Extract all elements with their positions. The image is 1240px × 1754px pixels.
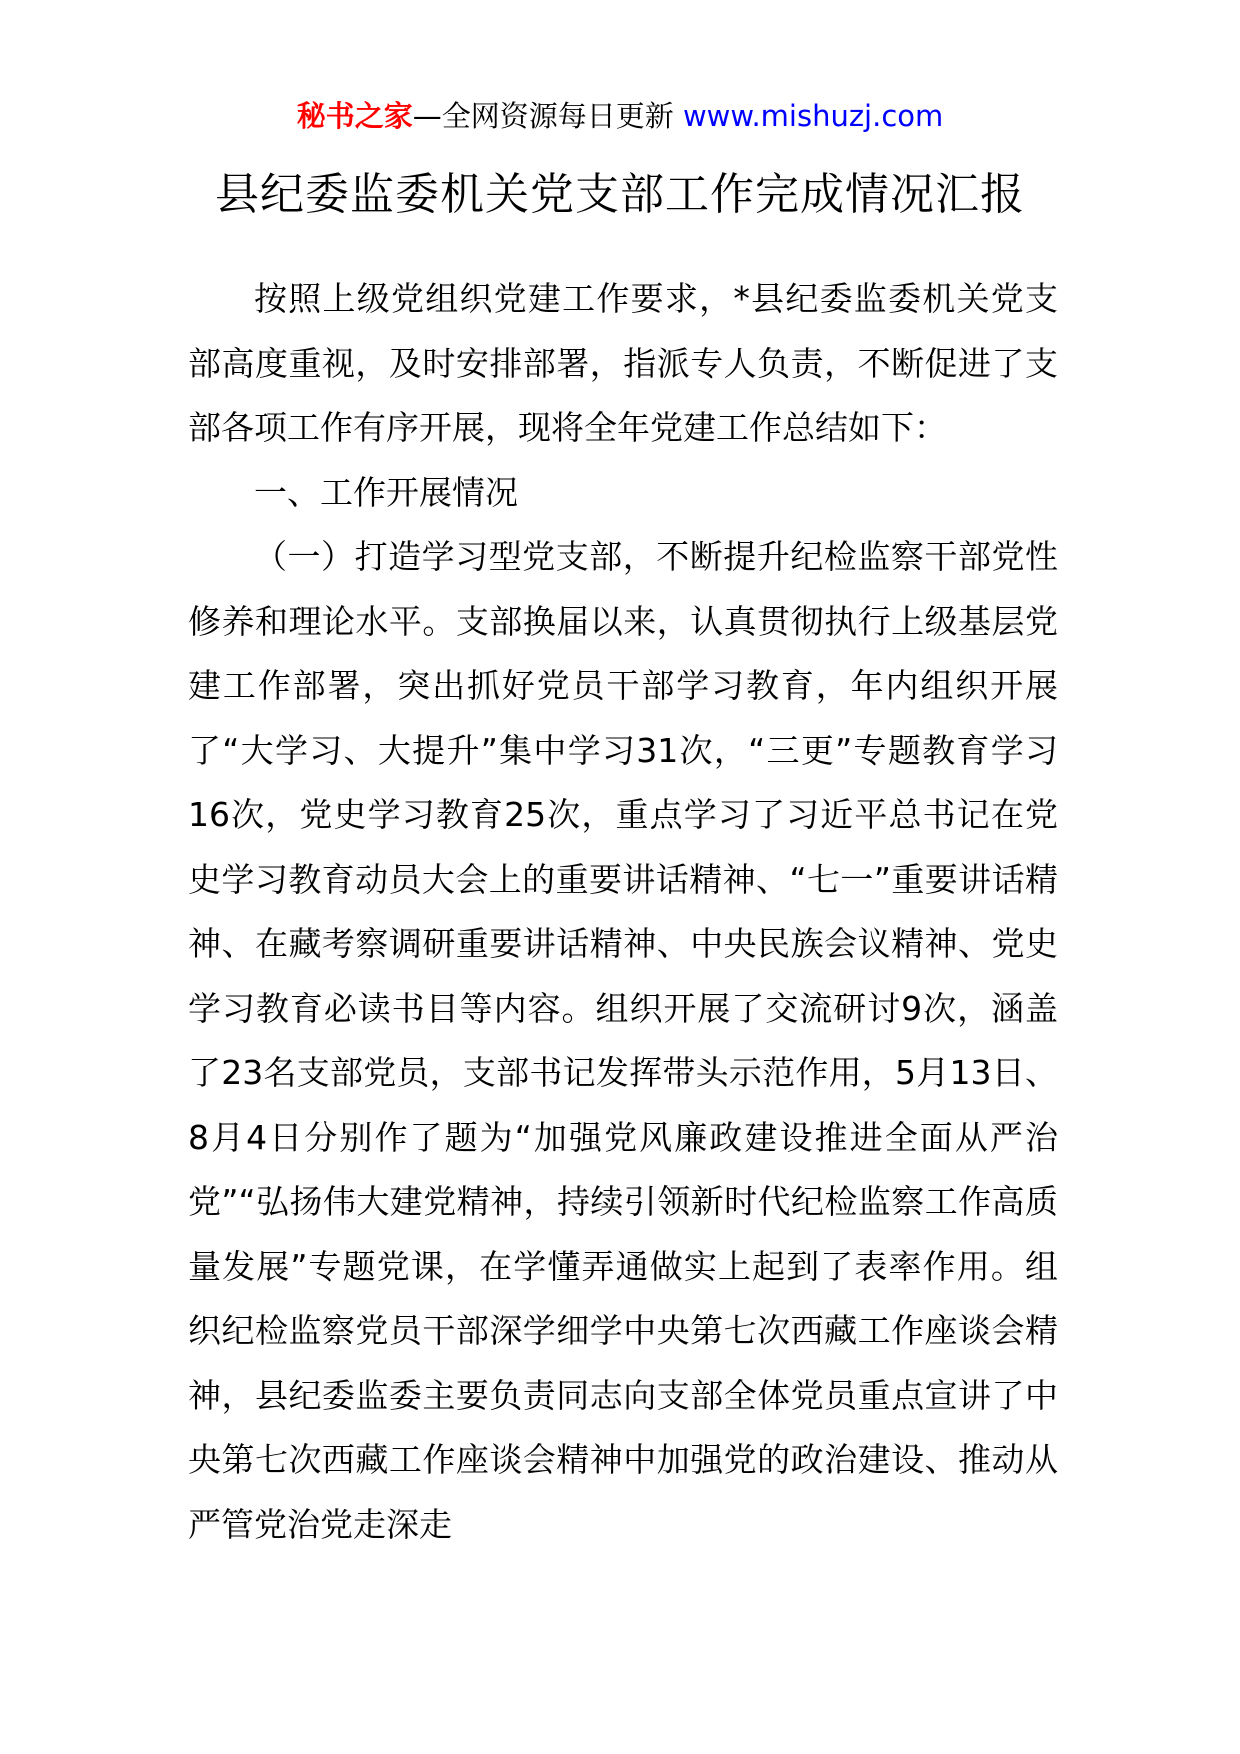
site-brand: 秘书之家	[296, 99, 413, 133]
document-body	[188, 267, 1058, 1557]
intro-paragraph: 按照上级党组织党建工作要求，*县纪委监委机关党支部高度重视，及时安排部署，指派专人负责，不断促进了支部各项工作有序开展，现将全年党建工作总结如下：	[188, 279, 1058, 447]
section-paragraph: （一）打造学习型党支部，不断提升纪检监察干部党性修养和理论水平。支部换届以来，认真贯彻执行上级基层党建工作部署，突出抓好党员干部学习教育，年内组织开展了“大学习、大提升”集中学习31次，“三更”专题教育学习16次，党史学习教育25次，重点学习了习近平总书记在党史学习教育动员大会上的重要讲话精神、“七一”重要讲话精神、在藏考察调研重要讲话精神、中央民族会议精神、党史学习教育必读书目等内容。组织开展了交流研讨9次，涵盖了23名支部党员，支部书记发挥带头示范作用，5月13日、8月4日分别作了题为“加强党风廉政建设推进全面从严治党”“弘扬伟大建党精神，持续引领新时代纪检监察工作高质量发展”专题党课，在学懂弄通做实上起到了表率作用。组织纪检监察党员干部深学细学中央第七次西藏工作座谈会精神，县纪委监委主要负责同志向支部全体党员重点宣讲了中央第七次西藏工作座谈会精神中加强党的政治建设、推动从严管党治党走深走	[188, 537, 1058, 1544]
site-url-link[interactable]: www.mishuzj.com	[682, 99, 944, 133]
site-banner	[0, 96, 1240, 136]
document-title: 县纪委监委机关党支部工作完成情况汇报	[215, 169, 1025, 220]
site-tagline: —全网资源每日更新	[412, 99, 674, 133]
section-heading: 一、工作开展情况	[254, 472, 518, 512]
